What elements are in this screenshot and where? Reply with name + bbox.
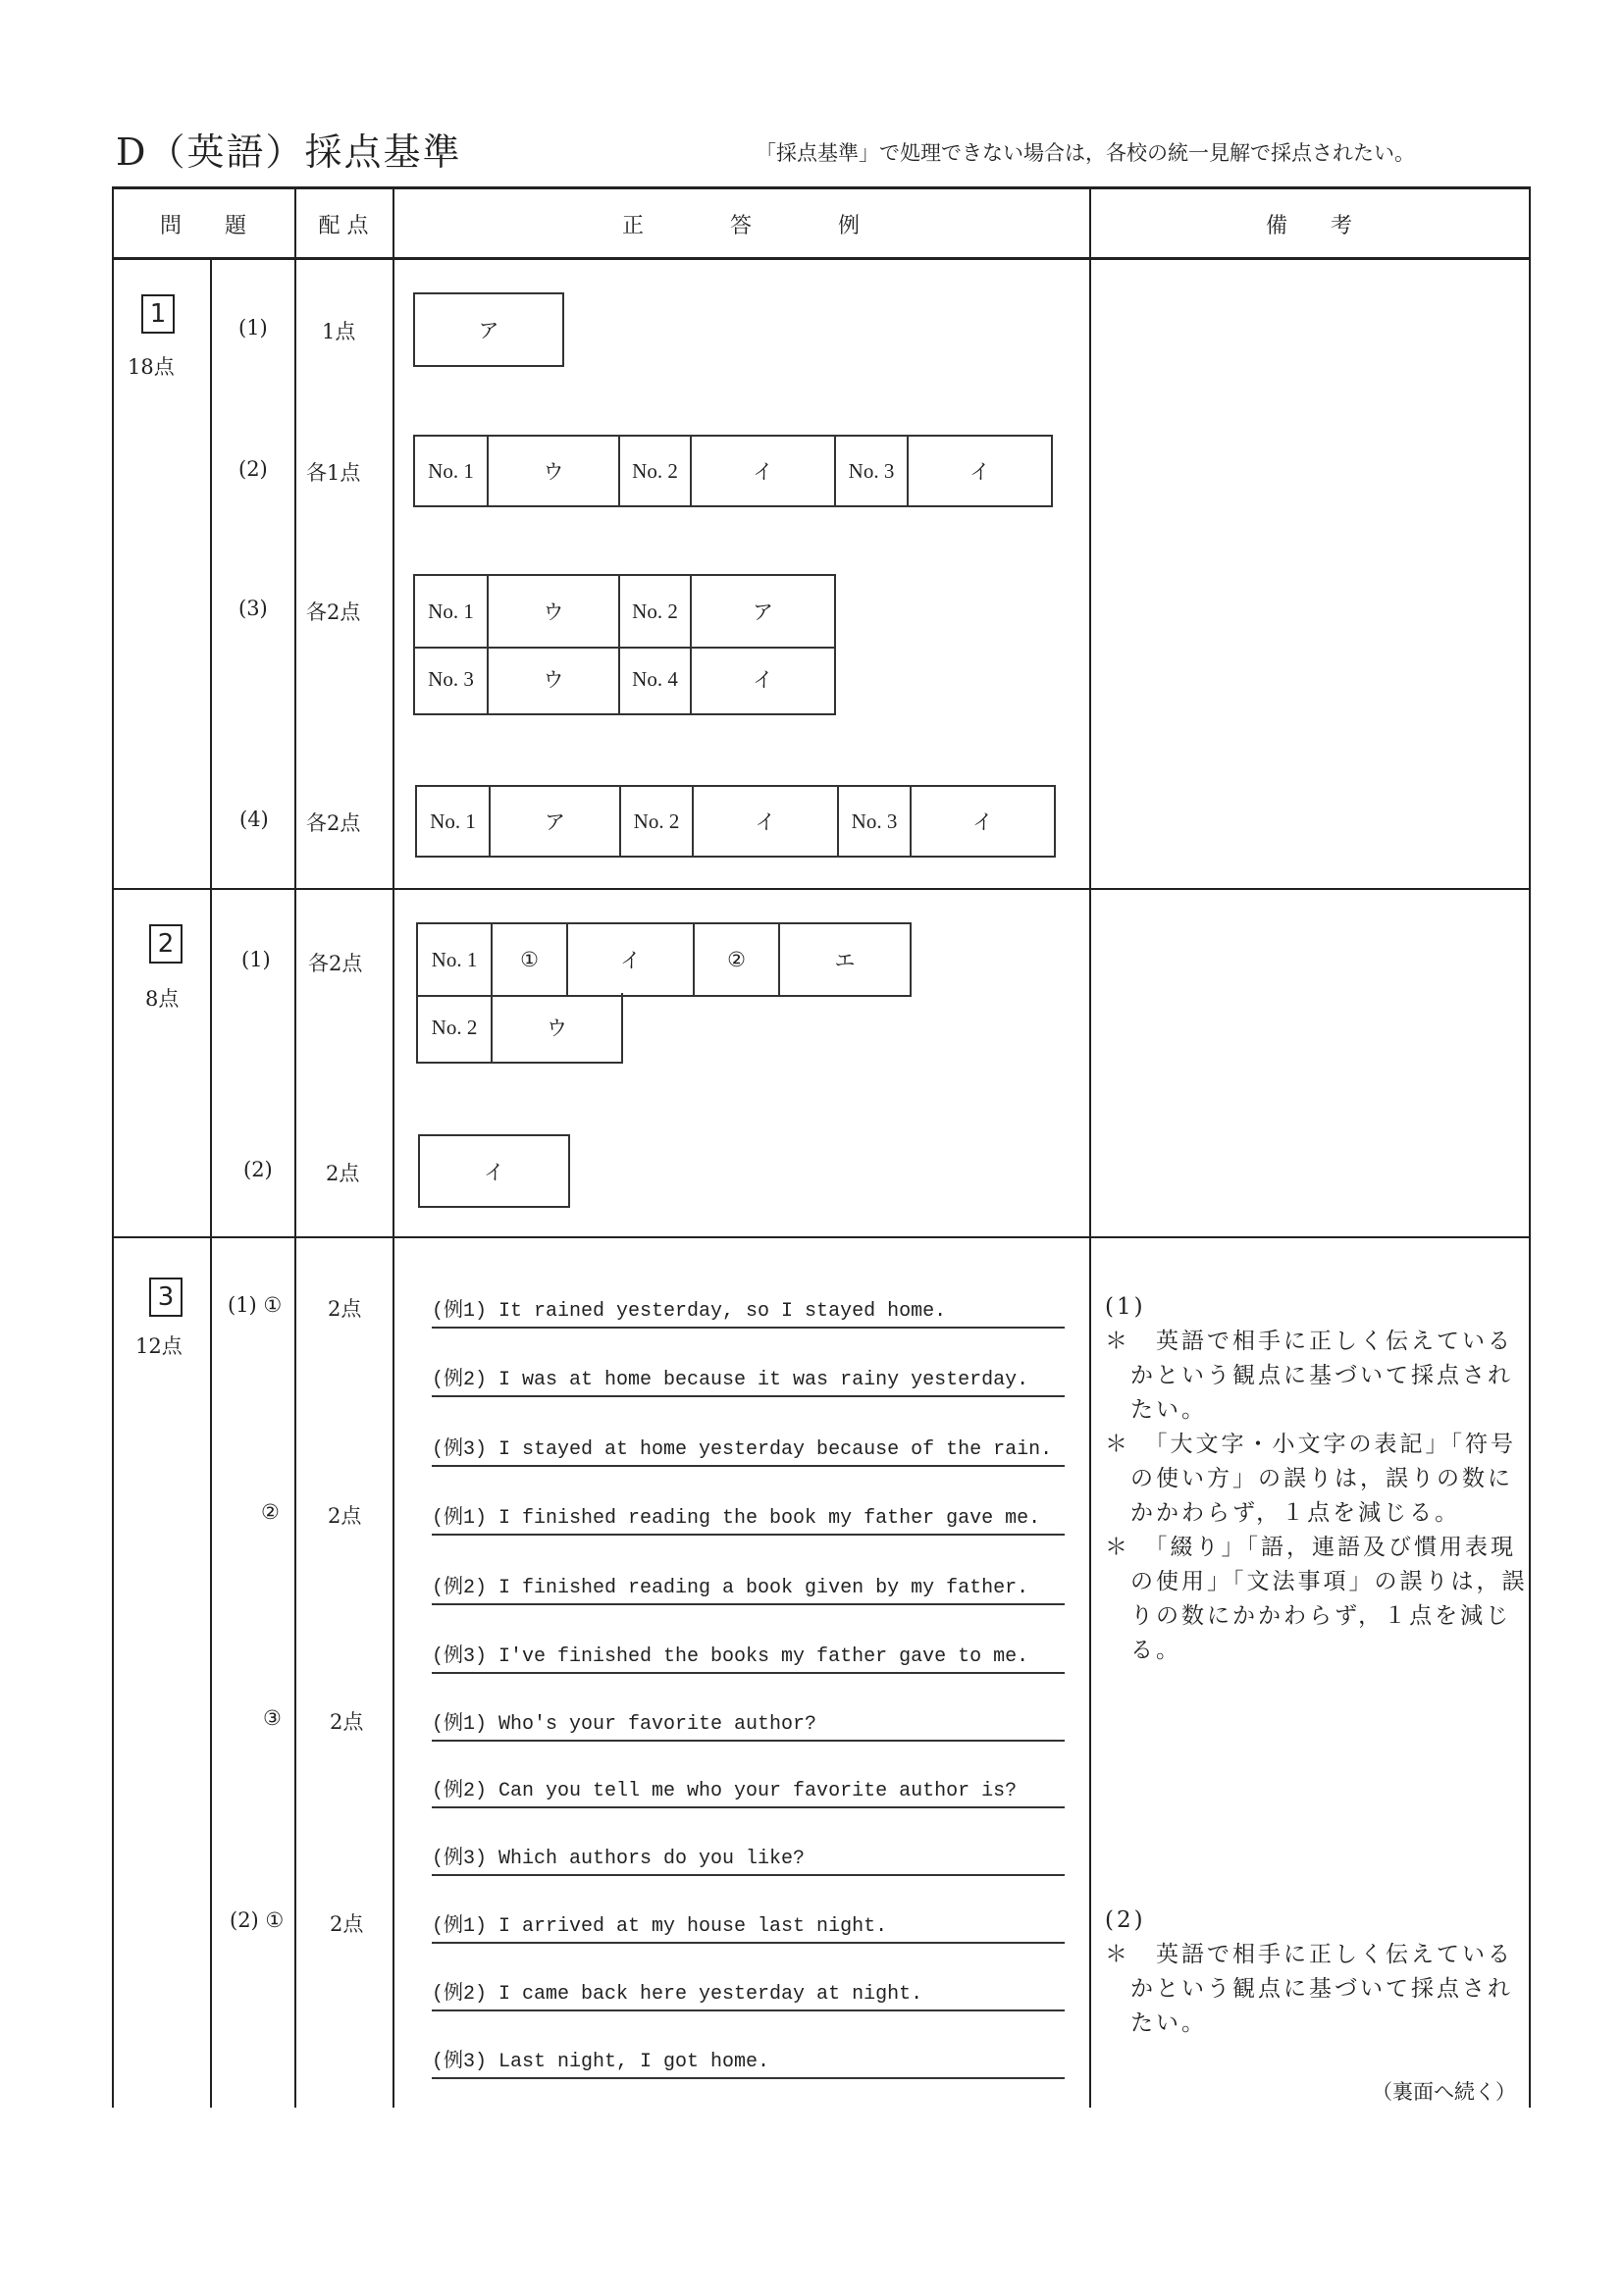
model-answer: (例2) I came back here yesterday at night.	[432, 1976, 1065, 2011]
item-number: No. 1	[418, 924, 493, 995]
question-points: 各2点	[306, 811, 361, 835]
item-number: No. 1	[415, 437, 489, 505]
section-total: 8点	[145, 987, 180, 1011]
question-label: (2)	[243, 1158, 273, 1181]
question-points: 2点	[330, 1710, 364, 1734]
answer-cell: イ	[694, 787, 839, 856]
model-answer: (例1) I arrived at my house last night.	[432, 1908, 1065, 1944]
answer-cell: イ	[420, 1136, 570, 1206]
answer-cell: イ	[692, 645, 836, 713]
model-answer: (例1) Who's your favorite author?	[432, 1706, 1065, 1742]
question-label: ③	[263, 1706, 282, 1730]
question-points: 各1点	[306, 461, 361, 485]
question-label: (4)	[239, 808, 269, 831]
answer-cell: イ	[568, 924, 695, 995]
remarks-1	[1105, 1290, 1537, 1668]
section-divider	[112, 1236, 1531, 1238]
model-answer: (例1) It rained yesterday, so I stayed home.	[432, 1293, 1065, 1329]
table-left-border	[112, 186, 114, 2108]
answer-cell: エ	[780, 924, 912, 995]
answer-cell: ア	[491, 787, 621, 856]
page-title: D（英語）採点基準	[116, 130, 462, 174]
answer-cell: ア	[415, 294, 564, 365]
answer-box	[413, 292, 564, 367]
question-points: 2点	[328, 1504, 362, 1528]
remarks-line: ＊ 「綴り」「語，連語及び慣用表現	[1105, 1535, 1516, 1560]
section-number-3: 3	[149, 1278, 183, 1317]
answer-row	[416, 922, 912, 997]
model-answer: (例1) I finished reading the book my father gave me.	[432, 1500, 1065, 1536]
remarks-label: (2)	[1105, 1907, 1146, 1933]
remarks-line: たい。	[1105, 2010, 1207, 2036]
section-number-2: 2	[149, 924, 183, 964]
answer-row	[415, 785, 1056, 858]
question-label: (1)	[238, 316, 268, 339]
item-number: No. 2	[620, 576, 692, 647]
sub-number: ②	[695, 924, 780, 995]
answer-row	[413, 435, 1053, 507]
sub-number: ①	[493, 924, 568, 995]
item-number: No. 3	[836, 437, 909, 505]
remarks-line: ＊ 英語で相手に正しく伝えている	[1105, 1329, 1513, 1354]
item-number: No. 2	[620, 437, 692, 505]
question-points: 2点	[330, 1912, 364, 1936]
column-divider	[393, 186, 394, 2108]
table-top-border	[112, 186, 1531, 189]
answer-cell: イ	[912, 787, 1056, 856]
header-divider	[112, 257, 1531, 260]
model-answer: (例2) I was at home because it was rainy yesterday.	[432, 1362, 1065, 1397]
model-answer: (例2) I finished reading a book given by my father.	[432, 1570, 1065, 1605]
remarks-line: かという観点に基づいて採点され	[1105, 1363, 1513, 1388]
question-points: 1点	[322, 320, 356, 343]
question-label: (2) ①	[230, 1908, 285, 1932]
remarks-label: (1)	[1105, 1294, 1146, 1320]
remarks-2	[1105, 1904, 1537, 2041]
continued-note: （裏面へ続く）	[1372, 2080, 1516, 2104]
answer-cell: イ	[909, 437, 1053, 505]
question-points: 2点	[326, 1162, 360, 1185]
question-points: 2点	[328, 1297, 362, 1321]
question-label: (2)	[238, 457, 268, 481]
answer-box	[418, 1134, 570, 1208]
model-answer: (例3) Last night, I got home.	[432, 2044, 1065, 2079]
answer-cell: ウ	[493, 993, 623, 1062]
answer-cell: ウ	[489, 437, 620, 505]
model-answer: (例3) I've finished the books my father gave to me.	[432, 1639, 1065, 1674]
question-points: 各2点	[308, 952, 363, 975]
question-label: (1) ①	[228, 1293, 283, 1317]
header-question: 問 題	[159, 214, 246, 238]
model-answer: (例2) Can you tell me who your favorite author is?	[432, 1773, 1065, 1808]
header-remarks: 備 考	[1265, 214, 1352, 238]
grading-instruction: 「採点基準」で処理できない場合は，各校の統一見解で採点されたい。	[756, 141, 1415, 165]
section-divider	[112, 888, 1531, 890]
column-divider	[294, 186, 296, 2108]
item-number: No. 2	[621, 787, 694, 856]
answer-row	[413, 574, 836, 649]
question-label: (1)	[241, 948, 271, 971]
column-divider	[210, 258, 212, 2108]
answer-row	[416, 993, 623, 1064]
model-answer: (例3) Which authors do you like?	[432, 1841, 1065, 1876]
table-right-border	[1529, 186, 1531, 2108]
remarks-line: の使用」「文法事項」の誤りは，誤	[1105, 1569, 1528, 1594]
remarks-line: かかわらず，１点を減じる。	[1105, 1500, 1461, 1526]
item-number: No. 3	[415, 645, 489, 713]
remarks-line: たい。	[1105, 1397, 1207, 1423]
question-points: 各2点	[306, 600, 361, 624]
header-points: 配 点	[318, 214, 369, 238]
question-label: (3)	[238, 597, 268, 620]
item-number: No. 1	[417, 787, 491, 856]
answer-cell: イ	[692, 437, 836, 505]
header-answer: 正 答 例	[621, 214, 860, 238]
remarks-line: ＊ 英語で相手に正しく伝えている	[1105, 1942, 1513, 1967]
remarks-line: る。	[1105, 1638, 1181, 1663]
section-total: 12点	[135, 1334, 183, 1358]
item-number: No. 2	[418, 993, 493, 1062]
remarks-line: ＊ 「大文字・小文字の表記」「符号	[1105, 1432, 1516, 1457]
answer-cell: ウ	[489, 576, 620, 647]
item-number: No. 4	[620, 645, 692, 713]
remarks-line: の使い方」の誤りは，誤りの数に	[1105, 1466, 1513, 1491]
remarks-line: りの数にかかわらず，１点を減じ	[1105, 1603, 1512, 1629]
question-label: ②	[261, 1500, 280, 1524]
item-number: No. 1	[415, 576, 489, 647]
answer-cell: ウ	[489, 645, 620, 713]
column-divider	[1089, 186, 1091, 2108]
answer-cell: ア	[692, 576, 836, 647]
section-number-1: 1	[141, 294, 175, 334]
item-number: No. 3	[839, 787, 912, 856]
remarks-line: かという観点に基づいて採点され	[1105, 1976, 1513, 2002]
section-total: 18点	[128, 355, 175, 379]
model-answer: (例3) I stayed at home yesterday because of the rain.	[432, 1432, 1065, 1467]
answer-row	[413, 645, 836, 715]
